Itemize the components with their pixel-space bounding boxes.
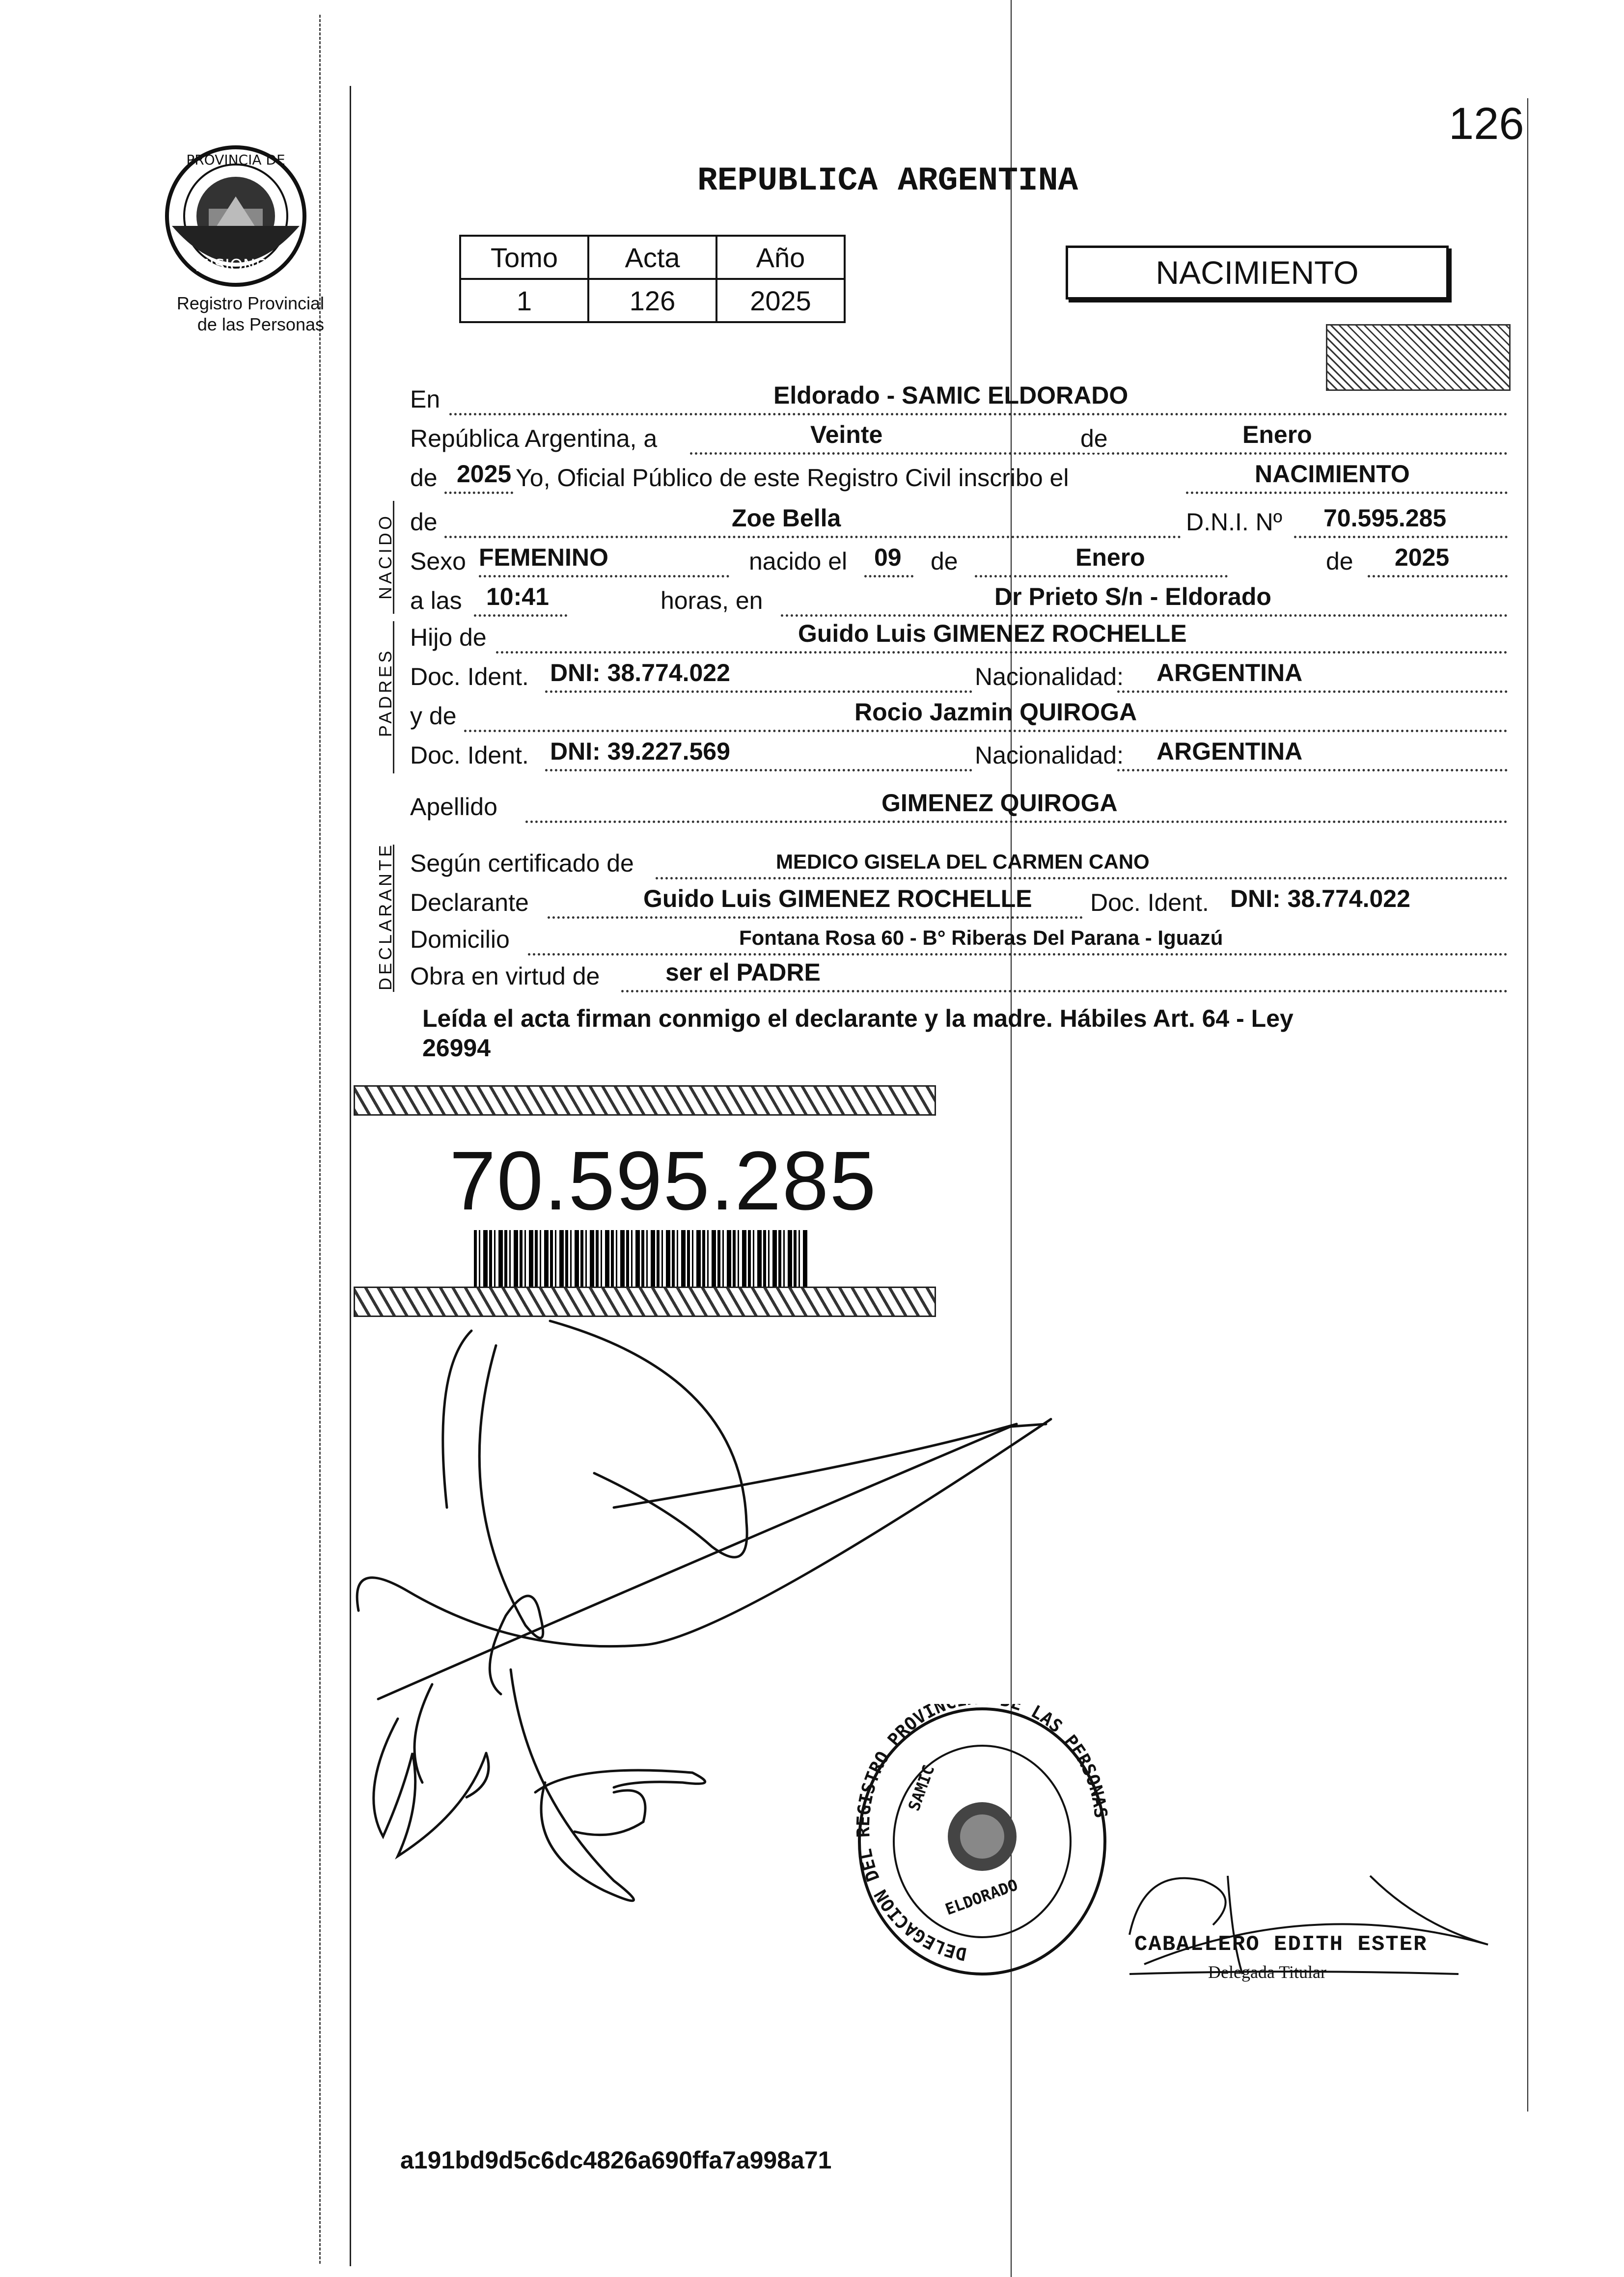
security-hologram <box>1326 324 1511 391</box>
seal-text-top: PROVINCIA DE <box>186 152 285 168</box>
seal-ring-text: DELEGACION DEL REGISTRO PROVIN LAS PERSONAS <box>854 1704 1110 1964</box>
official-title-stamp: Delegada Titular <box>1208 1962 1326 1982</box>
row-mother <box>410 700 1508 732</box>
id-number-large: 70.595.285 <box>449 1134 877 1228</box>
declarante-label: Declarante <box>410 889 529 916</box>
register-value-anio: 2025 <box>716 279 845 322</box>
dotted-leader <box>1294 536 1508 538</box>
inscribo-text: Yo, Oficial Público de este Registro Civil inscribo el <box>516 464 1069 492</box>
row-father-doc <box>410 660 1508 693</box>
de-label: de <box>1080 425 1108 452</box>
declarante-doc-value: DNI: 38.774.022 <box>1230 885 1410 912</box>
birth-de-label: de <box>931 548 958 575</box>
obra-value: ser el PADRE <box>665 959 821 986</box>
padres-section-label: PADRES <box>375 648 395 737</box>
certificado-value: MEDICO GISELA DEL CARMEN CANO <box>776 850 1150 873</box>
hijo-de-label: Hijo de <box>410 624 487 651</box>
row-place <box>410 383 1508 415</box>
security-band-top <box>354 1085 936 1116</box>
y-de-label: y de <box>410 702 457 730</box>
birth-time-value: 10:41 <box>486 583 549 610</box>
row-obra <box>410 960 1508 992</box>
year-value: 2025 <box>457 460 512 488</box>
dotted-leader <box>1368 575 1508 577</box>
left-margin-dashed-rule <box>319 15 321 2264</box>
birth-year-value: 2025 <box>1395 544 1450 571</box>
register-table <box>459 235 846 323</box>
right-margin-rule <box>1527 98 1528 2112</box>
row-father <box>410 621 1508 654</box>
child-dni-value: 70.595.285 <box>1323 504 1447 532</box>
mother-name-value: Rocio Jazmin QUIROGA <box>854 698 1137 726</box>
row-certificado <box>410 847 1508 879</box>
certificado-label: Según certificado de <box>410 850 634 877</box>
row-sexo <box>410 545 1508 577</box>
domicilio-label: Domicilio <box>410 926 510 953</box>
dotted-leader <box>1117 769 1508 771</box>
mother-doc-value: DNI: 39.227.569 <box>550 738 730 765</box>
row-apellido <box>410 791 1508 823</box>
dotted-leader <box>548 916 1083 919</box>
sexo-label: Sexo <box>410 548 466 575</box>
registry-seal-stamp <box>854 1704 1110 1979</box>
father-doc-value: DNI: 38.774.022 <box>550 659 730 686</box>
place-value: Eldorado - SAMIC ELDORADO <box>773 382 1129 409</box>
birth-month-value: Enero <box>1075 544 1145 571</box>
dotted-leader <box>525 821 1508 823</box>
mother-nationality-value: ARGENTINA <box>1156 738 1303 765</box>
en-label: En <box>410 385 440 413</box>
birth-de-year-label: de <box>1326 548 1353 575</box>
row-mother-doc <box>410 739 1508 771</box>
apellido-label: Apellido <box>410 793 497 821</box>
province-seal-logo <box>162 142 309 290</box>
birth-day-value: 09 <box>874 544 902 571</box>
row-nacido-name <box>410 506 1508 538</box>
closing-text-line1: Leída el acta firman conmigo el declarante y la madre. Hábiles Art. 64 - Ley <box>422 1005 1294 1032</box>
obra-label: Obra en virtud de <box>410 962 600 990</box>
document-type-box <box>1066 246 1449 300</box>
declarante-name-value: Guido Luis GIMENEZ ROCHELLE <box>643 885 1032 912</box>
birth-place-value: Dr Prieto S/n - Eldorado <box>994 583 1271 610</box>
declarante-section-label: DECLARANTE <box>375 842 395 991</box>
sexo-value: FEMENINO <box>479 544 608 571</box>
dotted-leader <box>528 953 1508 956</box>
official-name-stamp: CABALLERO EDITH ESTER <box>1134 1932 1428 1957</box>
register-value-acta: 126 <box>588 279 716 322</box>
dni-label: D.N.I. Nº <box>1186 508 1283 536</box>
dotted-leader <box>545 690 972 693</box>
child-name-value: Zoe Bella <box>732 504 841 532</box>
day-words-value: Veinte <box>810 421 883 448</box>
inscribo-value: NACIMIENTO <box>1255 460 1410 488</box>
closing-text-line2: 26994 <box>422 1034 491 1062</box>
dotted-leader <box>464 730 1508 732</box>
nacido-el-label: nacido el <box>749 548 848 575</box>
father-name-value: Guido Luis GIMENEZ ROCHELLE <box>798 620 1187 647</box>
row-inscribo <box>410 462 1508 494</box>
republica-label: República Argentina, a <box>410 425 658 452</box>
document-title: REPUBLICA ARGENTINA <box>697 162 1078 200</box>
logo-caption-line1: Registro Provincial <box>176 293 324 313</box>
mother-nationality-label: Nacionalidad: <box>975 741 1124 769</box>
register-header-acta: Acta <box>588 236 716 279</box>
seal-text-bottom: MISIONES <box>194 256 277 275</box>
page-number: 126 <box>1449 99 1524 149</box>
apellido-value: GIMENEZ QUIROGA <box>881 789 1118 817</box>
dotted-leader <box>474 614 567 617</box>
nacido-de-label: de <box>410 508 438 536</box>
row-domicilio <box>410 923 1508 956</box>
logo-caption-line2: de las Personas <box>197 314 324 334</box>
seal-inner-bottom: ELDORADO <box>942 1875 1020 1919</box>
document-hash: a191bd9d5c6dc4826a690ffa7a998a71 <box>400 2146 832 2174</box>
document-type-label: NACIMIENTO <box>1156 254 1359 291</box>
dotted-leader <box>864 575 913 577</box>
dotted-leader <box>975 575 1228 577</box>
mother-doc-label: Doc. Ident. <box>410 741 529 769</box>
month-value: Enero <box>1242 421 1312 448</box>
row-date <box>410 422 1508 455</box>
register-header-tomo: Tomo <box>460 236 588 279</box>
dotted-leader <box>781 614 1508 617</box>
nacido-section-label: NACIDO <box>375 513 395 600</box>
dotted-leader <box>496 651 1508 654</box>
dotted-leader <box>545 769 972 771</box>
father-doc-label: Doc. Ident. <box>410 663 529 690</box>
declarante-doc-label: Doc. Ident. <box>1090 889 1209 916</box>
row-hora <box>410 584 1508 617</box>
father-nationality-label: Nacionalidad: <box>975 663 1124 690</box>
domicilio-value: Fontana Rosa 60 - B° Riberas Del Parana - Iguazú <box>739 926 1223 949</box>
seal-inner-top: SAMIC <box>904 1762 938 1813</box>
horas-label: horas, en <box>661 587 763 614</box>
dotted-leader <box>656 877 1508 879</box>
register-value-tomo: 1 <box>460 279 588 322</box>
dotted-leader <box>1186 492 1508 494</box>
de-year-label: de <box>410 464 438 492</box>
dotted-leader <box>444 492 513 494</box>
dotted-leader <box>621 990 1508 992</box>
dotted-leader <box>1117 690 1508 693</box>
dotted-leader <box>449 413 1508 415</box>
dotted-leader <box>479 575 729 577</box>
row-declarante <box>410 886 1508 919</box>
dotted-leader <box>444 536 1181 538</box>
register-header-anio: Año <box>716 236 845 279</box>
father-nationality-value: ARGENTINA <box>1156 659 1303 686</box>
a-las-label: a las <box>410 587 462 614</box>
